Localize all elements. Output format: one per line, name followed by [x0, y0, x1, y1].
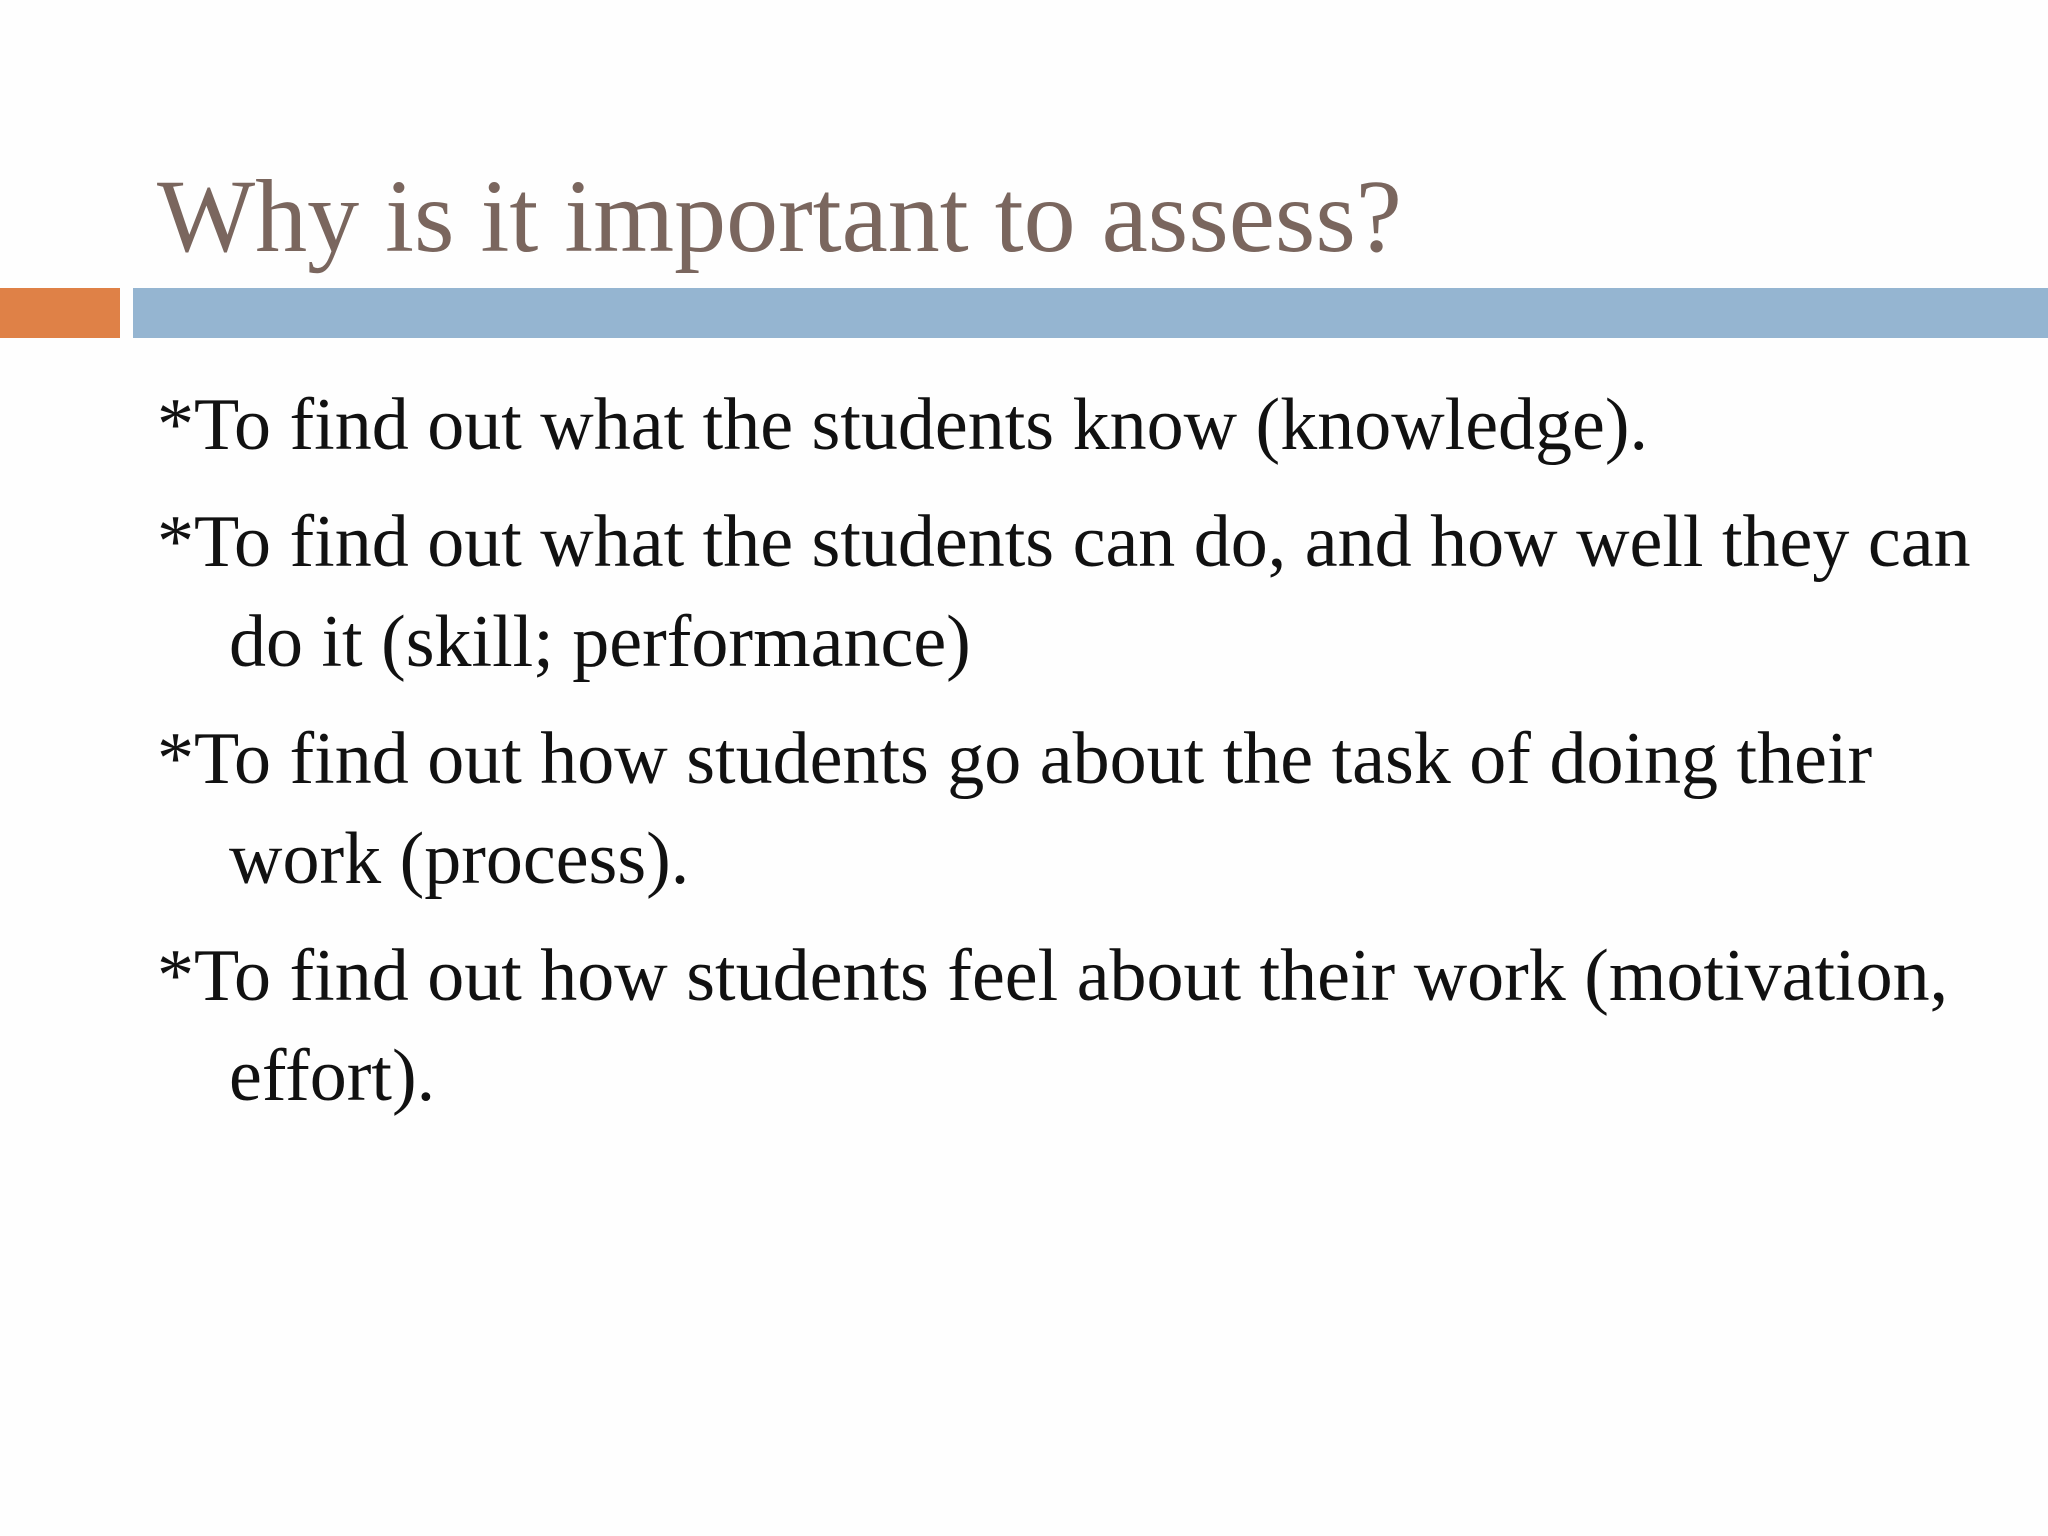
title-accent-bar-orange: [0, 288, 120, 338]
bullet-skill-performance: *To find out what the students can do, and how well they can do it (skill; performance): [157, 501, 1971, 683]
bullet-knowledge: *To find out what the students know (knowledge).: [157, 384, 1649, 466]
bullet-process: *To find out how students go about the task of doing their work (process).: [157, 718, 1873, 900]
slide-title: Why is it important to assess?: [157, 159, 1402, 274]
bullet-list: [157, 375, 1987, 1143]
bullet-motivation-effort: *To find out how students feel about their work (motivation, effort).: [157, 935, 1949, 1117]
title-accent-bar-blue: [133, 288, 2048, 338]
